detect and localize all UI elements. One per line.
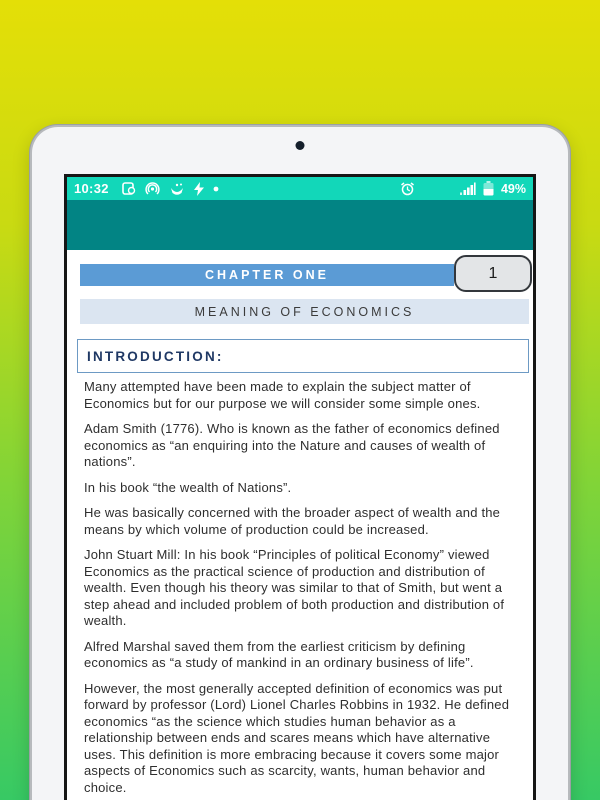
paragraph: Many attempted have been made to explain the subject matter of Economics but for our purpose we will consider some simple ones.	[84, 379, 481, 411]
battery-icon	[483, 181, 494, 196]
status-bar	[67, 177, 533, 200]
status-bar-left	[74, 181, 400, 196]
paragraph: Alfred Marshal saved them from the earliest criticism by defining economics as “a study of mankind in an ordinary business of life”.	[84, 638, 474, 670]
paragraph-list	[67, 379, 533, 796]
chapter-heading: CHAPTER ONE	[80, 264, 454, 286]
document-page[interactable]	[67, 255, 533, 800]
paragraph: John Stuart Mill: In his book “Principles of political Economy” viewed Economics as the practical science of production and distribution of wealth. Even though his theory was similar to that of Smith, but went a step ahead and included problem of both production and distribution of wealth.	[84, 547, 505, 628]
flash-bolt-icon	[194, 182, 204, 196]
chapter-header-row	[80, 255, 532, 292]
app-bar	[67, 200, 533, 250]
device-screen	[64, 174, 536, 800]
hotspot-icon	[145, 182, 160, 196]
section-heading-box	[77, 339, 529, 373]
status-bar-right	[400, 181, 526, 196]
paragraph: Adam Smith (1776). Who is known as the father of economics defined economics as “an enquiring into the Nature and causes of wealth of nations”.	[84, 421, 500, 469]
paragraph: He was basically concerned with the broader aspect of wealth and the means by which volume of production could be increased.	[84, 505, 501, 537]
notification-dot-icon	[213, 186, 219, 192]
alarm-clock-icon	[400, 182, 415, 196]
battery-percent-label: 49%	[500, 181, 526, 196]
paragraph: However, the most generally accepted definition of economics was put forward by professor (Lord) Lionel Charles Robbins in 1932. He defined economics “as the science which studies human behavior as a relationship between ends and scares means which have alternative uses. This definition is more embracing because it covers some major aspects of Economics such as scarcity, wants, human behavior and choice.	[84, 680, 510, 795]
smart-view-icon	[122, 182, 136, 195]
palm-gesture-icon	[169, 182, 185, 196]
document-title: MEANING OF ECONOMICS	[80, 299, 529, 324]
page-number-tab[interactable]: 1	[454, 255, 532, 292]
section-heading-label: INTRODUCTION:	[87, 348, 224, 364]
clock-time: 10:32	[74, 181, 109, 196]
front-camera	[296, 141, 305, 150]
paragraph: In his book “the wealth of Nations”.	[84, 479, 292, 495]
signal-bars-icon	[460, 182, 476, 195]
tablet-frame	[30, 125, 570, 800]
